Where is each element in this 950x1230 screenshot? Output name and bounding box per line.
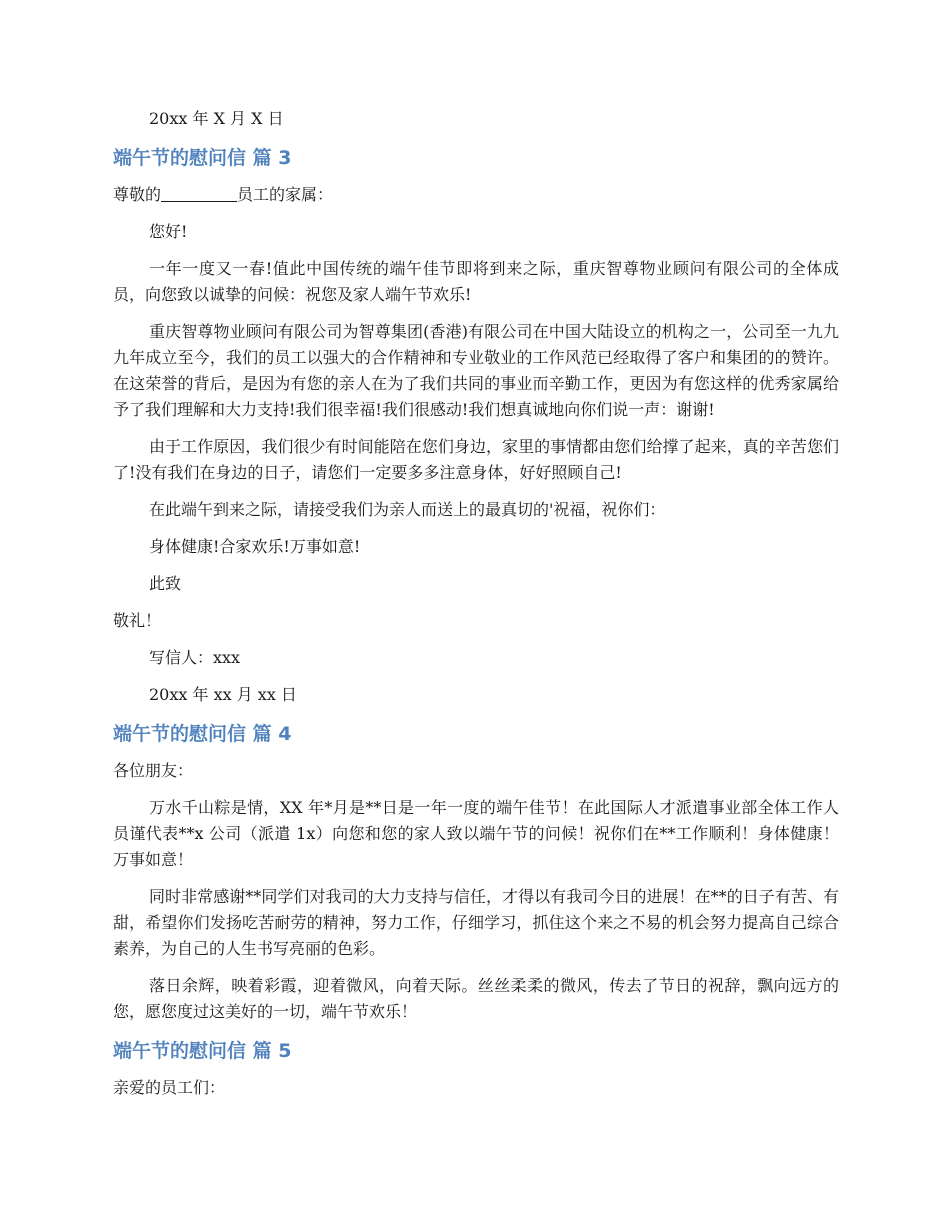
body-paragraph: 身体健康!合家欢乐!万事如意! [149, 537, 361, 556]
body-paragraph: 同时非常感谢**同学们对我司的大力支持与信任，才得以有我司今日的进展！在**的日子有苦、有甜，希望你们发扬吃苦耐劳的精神，努力工作，仔细学习，抓住这个来之不易的机会努力提高自己综合素养，为自己的人生书写亮丽的色彩。 [113, 887, 839, 958]
blank-underline [161, 185, 237, 202]
salutation-prefix: 尊敬的 [113, 185, 162, 204]
greeting: 您好! [149, 222, 188, 241]
section-heading-4: 端午节的慰问信 篇 4 [113, 723, 292, 745]
document-page [113, 106, 839, 1112]
date-line: 20xx 年 xx 月 xx 日 [149, 685, 297, 704]
closing-line: 此致 [149, 574, 182, 593]
salutation-suffix: 员工的家属： [237, 185, 334, 204]
section-heading-5: 端午节的慰问信 篇 5 [113, 1040, 292, 1062]
body-paragraph: 重庆智尊物业顾问有限公司为智尊集团(香港)有限公司在中国大陆设立的机构之一，公司至一九九九年成立至今，我们的员工以强大的合作精神和专业敬业的工作风范已经取得了客户和集团的的赞许。在这荣誉的背后，是因为有您的亲人在为了我们共同的事业而辛勤工作，更因为有您这样的优秀家属给予了我们理解和大力支持!我们很幸福!我们很感动!我们想真诚地向你们说一声：谢谢! [113, 322, 839, 419]
salutation: 各位朋友： [113, 761, 194, 780]
body-paragraph: 在此端午到来之际，请接受我们为亲人而送上的最真切的'祝福，祝你们： [149, 500, 666, 519]
closing-line: 敬礼！ [113, 611, 162, 630]
section-heading-3: 端午节的慰问信 篇 3 [113, 147, 292, 169]
signer-line: 写信人：xxx [149, 648, 241, 667]
body-paragraph: 一年一度又一春!值此中国传统的端午佳节即将到来之际，重庆智尊物业顾问有限公司的全体成员，向您致以诚挚的问候：祝您及家人端午节欢乐! [113, 259, 839, 304]
body-paragraph: 万水千山粽是情，XX 年*月是**日是一年一度的端午佳节！在此国际人才派遣事业部全体工作人员谨代表**x 公司（派遣 1x）向您和您的家人致以端午节的问候！祝你们在**工作顺利！身体健康！万事如意！ [113, 798, 839, 869]
date-line: 20xx 年 X 月 X 日 [149, 109, 284, 128]
body-paragraph: 由于工作原因，我们很少有时间能陪在您们身边，家里的事情都由您们给撑了起来，真的辛苦您们了!没有我们在身边的日子，请您们一定要多多注意身体，好好照顾自己! [113, 437, 839, 482]
salutation [113, 182, 839, 208]
salutation: 亲爱的员工们： [113, 1078, 226, 1097]
body-paragraph: 落日余辉，映着彩霞，迎着微风，向着天际。丝丝柔柔的微风，传去了节日的祝辞，飘向远方的您，愿您度过这美好的一切，端午节欢乐！ [113, 976, 839, 1021]
